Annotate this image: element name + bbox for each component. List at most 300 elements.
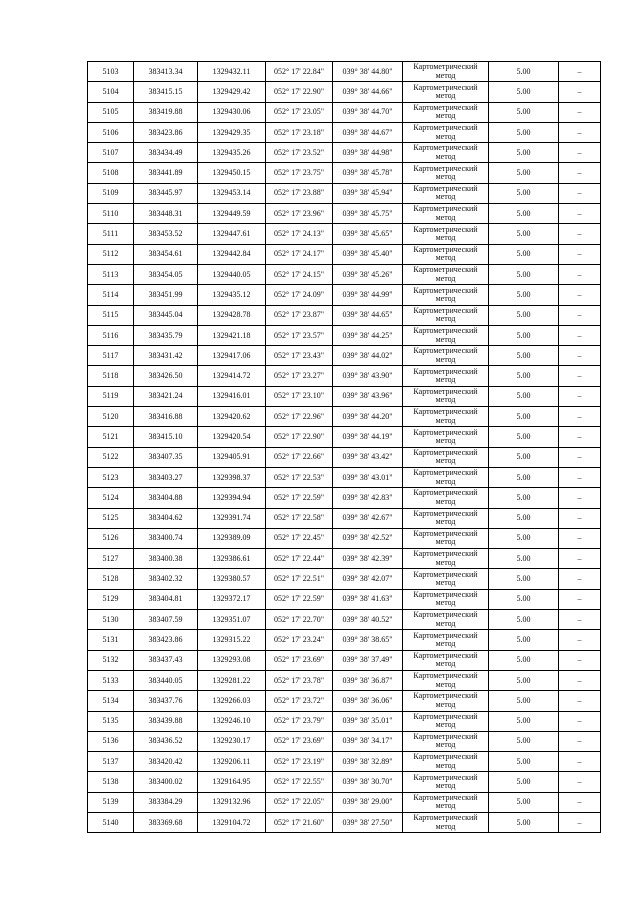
- point-number-cell: 5138: [88, 772, 134, 792]
- y-coordinate-cell: 1329429.35: [198, 122, 266, 142]
- y-coordinate-cell: 1329453.14: [198, 183, 266, 203]
- method-cell: Картометрический метод: [403, 82, 489, 102]
- accuracy-cell: 5.00: [489, 143, 559, 163]
- note-cell: –: [559, 366, 601, 386]
- y-coordinate-cell: 1329389.09: [198, 528, 266, 548]
- x-coordinate-cell: 383402.32: [134, 569, 198, 589]
- longitude-cell: 039° 38' 30.70": [333, 772, 403, 792]
- accuracy-cell: 5.00: [489, 772, 559, 792]
- longitude-cell: 039° 38' 41.63": [333, 589, 403, 609]
- y-coordinate-cell: 1329293.08: [198, 650, 266, 670]
- y-coordinate-cell: 1329104.72: [198, 812, 266, 832]
- x-coordinate-cell: 383437.43: [134, 650, 198, 670]
- accuracy-cell: 5.00: [489, 549, 559, 569]
- y-coordinate-cell: 1329394.94: [198, 488, 266, 508]
- accuracy-cell: 5.00: [489, 386, 559, 406]
- method-cell: Картометрический метод: [403, 346, 489, 366]
- y-coordinate-cell: 1329386.61: [198, 549, 266, 569]
- y-coordinate-cell: 1329206.11: [198, 752, 266, 772]
- latitude-cell: 052° 17' 22.66": [266, 447, 333, 467]
- y-coordinate-cell: 1329428.78: [198, 305, 266, 325]
- x-coordinate-cell: 383434.49: [134, 143, 198, 163]
- x-coordinate-cell: 383404.88: [134, 488, 198, 508]
- method-cell: Картометрический метод: [403, 731, 489, 751]
- latitude-cell: 052° 17' 23.27": [266, 366, 333, 386]
- y-coordinate-cell: 1329420.54: [198, 427, 266, 447]
- method-cell: Картометрический метод: [403, 143, 489, 163]
- longitude-cell: 039° 38' 35.01": [333, 711, 403, 731]
- note-cell: –: [559, 549, 601, 569]
- latitude-cell: 052° 17' 22.59": [266, 589, 333, 609]
- accuracy-cell: 5.00: [489, 82, 559, 102]
- longitude-cell: 039° 38' 44.80": [333, 62, 403, 82]
- x-coordinate-cell: 383403.27: [134, 467, 198, 487]
- method-cell: Картометрический метод: [403, 589, 489, 609]
- method-cell: Картометрический метод: [403, 569, 489, 589]
- accuracy-cell: 5.00: [489, 224, 559, 244]
- longitude-cell: 039° 38' 36.06": [333, 691, 403, 711]
- table-row: [88, 325, 601, 345]
- longitude-cell: 039° 38' 44.19": [333, 427, 403, 447]
- accuracy-cell: 5.00: [489, 731, 559, 751]
- latitude-cell: 052° 17' 23.96": [266, 204, 333, 224]
- note-cell: –: [559, 467, 601, 487]
- longitude-cell: 039° 38' 42.07": [333, 569, 403, 589]
- longitude-cell: 039° 38' 36.87": [333, 670, 403, 690]
- x-coordinate-cell: 383413.34: [134, 62, 198, 82]
- y-coordinate-cell: 1329450.15: [198, 163, 266, 183]
- y-coordinate-cell: 1329380.57: [198, 569, 266, 589]
- latitude-cell: 052° 17' 23.10": [266, 386, 333, 406]
- x-coordinate-cell: 383426.50: [134, 366, 198, 386]
- point-number-cell: 5103: [88, 62, 134, 82]
- y-coordinate-cell: 1329417.06: [198, 346, 266, 366]
- latitude-cell: 052° 17' 22.70": [266, 610, 333, 630]
- note-cell: –: [559, 752, 601, 772]
- note-cell: –: [559, 589, 601, 609]
- y-coordinate-cell: 1329246.10: [198, 711, 266, 731]
- accuracy-cell: 5.00: [489, 285, 559, 305]
- x-coordinate-cell: 383423.86: [134, 630, 198, 650]
- latitude-cell: 052° 17' 22.90": [266, 82, 333, 102]
- note-cell: –: [559, 528, 601, 548]
- longitude-cell: 039° 38' 44.66": [333, 82, 403, 102]
- longitude-cell: 039° 38' 43.42": [333, 447, 403, 467]
- table-row: [88, 650, 601, 670]
- latitude-cell: 052° 17' 22.55": [266, 772, 333, 792]
- latitude-cell: 052° 17' 24.17": [266, 244, 333, 264]
- longitude-cell: 039° 38' 44.65": [333, 305, 403, 325]
- y-coordinate-cell: 1329432.11: [198, 62, 266, 82]
- accuracy-cell: 5.00: [489, 264, 559, 284]
- table-row: [88, 610, 601, 630]
- longitude-cell: 039° 38' 40.52": [333, 610, 403, 630]
- point-number-cell: 5120: [88, 407, 134, 427]
- x-coordinate-cell: 383416.88: [134, 407, 198, 427]
- note-cell: –: [559, 610, 601, 630]
- x-coordinate-cell: 383369.68: [134, 812, 198, 832]
- x-coordinate-cell: 383415.10: [134, 427, 198, 447]
- note-cell: –: [559, 346, 601, 366]
- table-row: [88, 163, 601, 183]
- point-number-cell: 5112: [88, 244, 134, 264]
- latitude-cell: 052° 17' 23.52": [266, 143, 333, 163]
- method-cell: Картометрический метод: [403, 447, 489, 467]
- point-number-cell: 5121: [88, 427, 134, 447]
- longitude-cell: 039° 38' 44.67": [333, 122, 403, 142]
- table-row: [88, 407, 601, 427]
- note-cell: –: [559, 82, 601, 102]
- accuracy-cell: 5.00: [489, 183, 559, 203]
- note-cell: –: [559, 569, 601, 589]
- point-number-cell: 5124: [88, 488, 134, 508]
- y-coordinate-cell: 1329132.96: [198, 792, 266, 812]
- method-cell: Картометрический метод: [403, 630, 489, 650]
- accuracy-cell: 5.00: [489, 650, 559, 670]
- latitude-cell: 052° 17' 22.90": [266, 427, 333, 447]
- point-number-cell: 5139: [88, 792, 134, 812]
- table-row: [88, 224, 601, 244]
- x-coordinate-cell: 383454.61: [134, 244, 198, 264]
- point-number-cell: 5126: [88, 528, 134, 548]
- latitude-cell: 052° 17' 23.78": [266, 670, 333, 690]
- longitude-cell: 039° 38' 44.98": [333, 143, 403, 163]
- note-cell: –: [559, 204, 601, 224]
- point-number-cell: 5117: [88, 346, 134, 366]
- table-body: [88, 62, 601, 833]
- x-coordinate-cell: 383431.42: [134, 346, 198, 366]
- accuracy-cell: 5.00: [489, 244, 559, 264]
- accuracy-cell: 5.00: [489, 589, 559, 609]
- method-cell: Картометрический метод: [403, 691, 489, 711]
- accuracy-cell: 5.00: [489, 62, 559, 82]
- table-row: [88, 447, 601, 467]
- y-coordinate-cell: 1329430.06: [198, 102, 266, 122]
- method-cell: Картометрический метод: [403, 224, 489, 244]
- table-row: [88, 549, 601, 569]
- method-cell: Картометрический метод: [403, 102, 489, 122]
- table-row: [88, 62, 601, 82]
- accuracy-cell: 5.00: [489, 122, 559, 142]
- table-row: [88, 488, 601, 508]
- point-number-cell: 5129: [88, 589, 134, 609]
- x-coordinate-cell: 383421.24: [134, 386, 198, 406]
- x-coordinate-cell: 383407.59: [134, 610, 198, 630]
- latitude-cell: 052° 17' 23.69": [266, 731, 333, 751]
- accuracy-cell: 5.00: [489, 508, 559, 528]
- point-number-cell: 5125: [88, 508, 134, 528]
- latitude-cell: 052° 17' 23.43": [266, 346, 333, 366]
- x-coordinate-cell: 383445.04: [134, 305, 198, 325]
- table-row: [88, 731, 601, 751]
- method-cell: Картометрический метод: [403, 670, 489, 690]
- table-row: [88, 752, 601, 772]
- longitude-cell: 039° 38' 42.39": [333, 549, 403, 569]
- table-row: [88, 346, 601, 366]
- x-coordinate-cell: 383423.86: [134, 122, 198, 142]
- table-row: [88, 285, 601, 305]
- longitude-cell: 039° 38' 44.02": [333, 346, 403, 366]
- point-number-cell: 5135: [88, 711, 134, 731]
- latitude-cell: 052° 17' 23.87": [266, 305, 333, 325]
- coordinates-table: [87, 61, 601, 833]
- latitude-cell: 052° 17' 23.75": [266, 163, 333, 183]
- note-cell: –: [559, 670, 601, 690]
- note-cell: –: [559, 183, 601, 203]
- method-cell: Картометрический метод: [403, 407, 489, 427]
- accuracy-cell: 5.00: [489, 792, 559, 812]
- table-row: [88, 82, 601, 102]
- x-coordinate-cell: 383448.31: [134, 204, 198, 224]
- x-coordinate-cell: 383407.35: [134, 447, 198, 467]
- accuracy-cell: 5.00: [489, 691, 559, 711]
- y-coordinate-cell: 1329405.91: [198, 447, 266, 467]
- accuracy-cell: 5.00: [489, 528, 559, 548]
- accuracy-cell: 5.00: [489, 204, 559, 224]
- point-number-cell: 5109: [88, 183, 134, 203]
- latitude-cell: 052° 17' 23.88": [266, 183, 333, 203]
- x-coordinate-cell: 383435.79: [134, 325, 198, 345]
- x-coordinate-cell: 383440.05: [134, 670, 198, 690]
- longitude-cell: 039° 38' 43.96": [333, 386, 403, 406]
- longitude-cell: 039° 38' 32.89": [333, 752, 403, 772]
- method-cell: Картометрический метод: [403, 508, 489, 528]
- latitude-cell: 052° 17' 22.05": [266, 792, 333, 812]
- x-coordinate-cell: 383404.62: [134, 508, 198, 528]
- x-coordinate-cell: 383453.52: [134, 224, 198, 244]
- point-number-cell: 5132: [88, 650, 134, 670]
- y-coordinate-cell: 1329398.37: [198, 467, 266, 487]
- method-cell: Картометрический метод: [403, 62, 489, 82]
- latitude-cell: 052° 17' 22.51": [266, 569, 333, 589]
- method-cell: Картометрический метод: [403, 610, 489, 630]
- note-cell: –: [559, 122, 601, 142]
- accuracy-cell: 5.00: [489, 630, 559, 650]
- y-coordinate-cell: 1329429.42: [198, 82, 266, 102]
- point-number-cell: 5118: [88, 366, 134, 386]
- longitude-cell: 039° 38' 45.26": [333, 264, 403, 284]
- method-cell: Картометрический метод: [403, 650, 489, 670]
- table-row: [88, 264, 601, 284]
- table-row: [88, 427, 601, 447]
- point-number-cell: 5119: [88, 386, 134, 406]
- y-coordinate-cell: 1329435.26: [198, 143, 266, 163]
- note-cell: –: [559, 508, 601, 528]
- method-cell: Картометрический метод: [403, 285, 489, 305]
- note-cell: –: [559, 427, 601, 447]
- longitude-cell: 039° 38' 45.78": [333, 163, 403, 183]
- x-coordinate-cell: 383400.02: [134, 772, 198, 792]
- table-row: [88, 244, 601, 264]
- table-row: [88, 528, 601, 548]
- point-number-cell: 5115: [88, 305, 134, 325]
- x-coordinate-cell: 383419.88: [134, 102, 198, 122]
- accuracy-cell: 5.00: [489, 102, 559, 122]
- accuracy-cell: 5.00: [489, 670, 559, 690]
- latitude-cell: 052° 17' 23.24": [266, 630, 333, 650]
- point-number-cell: 5137: [88, 752, 134, 772]
- note-cell: –: [559, 143, 601, 163]
- point-number-cell: 5116: [88, 325, 134, 345]
- method-cell: Картометрический метод: [403, 386, 489, 406]
- table-row: [88, 589, 601, 609]
- latitude-cell: 052° 17' 21.60": [266, 812, 333, 832]
- point-number-cell: 5114: [88, 285, 134, 305]
- x-coordinate-cell: 383404.81: [134, 589, 198, 609]
- point-number-cell: 5127: [88, 549, 134, 569]
- longitude-cell: 039° 38' 44.25": [333, 325, 403, 345]
- latitude-cell: 052° 17' 22.59": [266, 488, 333, 508]
- longitude-cell: 039° 38' 42.52": [333, 528, 403, 548]
- x-coordinate-cell: 383454.05: [134, 264, 198, 284]
- latitude-cell: 052° 17' 23.19": [266, 752, 333, 772]
- accuracy-cell: 5.00: [489, 752, 559, 772]
- accuracy-cell: 5.00: [489, 305, 559, 325]
- method-cell: Картометрический метод: [403, 467, 489, 487]
- accuracy-cell: 5.00: [489, 407, 559, 427]
- latitude-cell: 052° 17' 23.05": [266, 102, 333, 122]
- accuracy-cell: 5.00: [489, 163, 559, 183]
- note-cell: –: [559, 102, 601, 122]
- latitude-cell: 052° 17' 23.57": [266, 325, 333, 345]
- table-row: [88, 467, 601, 487]
- point-number-cell: 5106: [88, 122, 134, 142]
- method-cell: Картометрический метод: [403, 183, 489, 203]
- table-row: [88, 183, 601, 203]
- point-number-cell: 5111: [88, 224, 134, 244]
- y-coordinate-cell: 1329449.59: [198, 204, 266, 224]
- y-coordinate-cell: 1329315.22: [198, 630, 266, 650]
- method-cell: Картометрический метод: [403, 305, 489, 325]
- accuracy-cell: 5.00: [489, 488, 559, 508]
- y-coordinate-cell: 1329414.72: [198, 366, 266, 386]
- note-cell: –: [559, 630, 601, 650]
- latitude-cell: 052° 17' 23.72": [266, 691, 333, 711]
- point-number-cell: 5108: [88, 163, 134, 183]
- table-row: [88, 143, 601, 163]
- note-cell: –: [559, 772, 601, 792]
- point-number-cell: 5130: [88, 610, 134, 630]
- note-cell: –: [559, 244, 601, 264]
- method-cell: Картометрический метод: [403, 792, 489, 812]
- method-cell: Картометрический метод: [403, 528, 489, 548]
- note-cell: –: [559, 407, 601, 427]
- note-cell: –: [559, 305, 601, 325]
- y-coordinate-cell: 1329391.74: [198, 508, 266, 528]
- longitude-cell: 039° 38' 42.67": [333, 508, 403, 528]
- accuracy-cell: 5.00: [489, 427, 559, 447]
- method-cell: Картометрический метод: [403, 549, 489, 569]
- latitude-cell: 052° 17' 23.18": [266, 122, 333, 142]
- y-coordinate-cell: 1329435.12: [198, 285, 266, 305]
- latitude-cell: 052° 17' 22.96": [266, 407, 333, 427]
- x-coordinate-cell: 383437.76: [134, 691, 198, 711]
- note-cell: –: [559, 285, 601, 305]
- table-row: [88, 366, 601, 386]
- point-number-cell: 5104: [88, 82, 134, 102]
- y-coordinate-cell: 1329164.95: [198, 772, 266, 792]
- latitude-cell: 052° 17' 22.58": [266, 508, 333, 528]
- longitude-cell: 039° 38' 45.40": [333, 244, 403, 264]
- table-row: [88, 670, 601, 690]
- table-row: [88, 630, 601, 650]
- note-cell: –: [559, 650, 601, 670]
- point-number-cell: 5105: [88, 102, 134, 122]
- point-number-cell: 5123: [88, 467, 134, 487]
- latitude-cell: 052° 17' 24.09": [266, 285, 333, 305]
- longitude-cell: 039° 38' 43.90": [333, 366, 403, 386]
- latitude-cell: 052° 17' 24.15": [266, 264, 333, 284]
- note-cell: –: [559, 731, 601, 751]
- method-cell: Картометрический метод: [403, 366, 489, 386]
- point-number-cell: 5122: [88, 447, 134, 467]
- table-row: [88, 102, 601, 122]
- note-cell: –: [559, 62, 601, 82]
- point-number-cell: 5107: [88, 143, 134, 163]
- point-number-cell: 5110: [88, 204, 134, 224]
- accuracy-cell: 5.00: [489, 346, 559, 366]
- y-coordinate-cell: 1329421.18: [198, 325, 266, 345]
- document-page: [87, 61, 601, 833]
- table-row: [88, 122, 601, 142]
- note-cell: –: [559, 224, 601, 244]
- point-number-cell: 5128: [88, 569, 134, 589]
- point-number-cell: 5134: [88, 691, 134, 711]
- y-coordinate-cell: 1329266.03: [198, 691, 266, 711]
- longitude-cell: 039° 38' 45.75": [333, 204, 403, 224]
- latitude-cell: 052° 17' 22.84": [266, 62, 333, 82]
- latitude-cell: 052° 17' 22.44": [266, 549, 333, 569]
- longitude-cell: 039° 38' 38.65": [333, 630, 403, 650]
- longitude-cell: 039° 38' 27.50": [333, 812, 403, 832]
- y-coordinate-cell: 1329442.84: [198, 244, 266, 264]
- accuracy-cell: 5.00: [489, 467, 559, 487]
- accuracy-cell: 5.00: [489, 711, 559, 731]
- longitude-cell: 039° 38' 45.94": [333, 183, 403, 203]
- table-row: [88, 508, 601, 528]
- note-cell: –: [559, 163, 601, 183]
- note-cell: –: [559, 264, 601, 284]
- y-coordinate-cell: 1329440.05: [198, 264, 266, 284]
- x-coordinate-cell: 383441.89: [134, 163, 198, 183]
- point-number-cell: 5113: [88, 264, 134, 284]
- note-cell: –: [559, 488, 601, 508]
- method-cell: Картометрический метод: [403, 812, 489, 832]
- x-coordinate-cell: 383439.88: [134, 711, 198, 731]
- table-row: [88, 386, 601, 406]
- table-row: [88, 772, 601, 792]
- table-row: [88, 691, 601, 711]
- y-coordinate-cell: 1329351.07: [198, 610, 266, 630]
- longitude-cell: 039° 38' 42.83": [333, 488, 403, 508]
- method-cell: Картометрический метод: [403, 325, 489, 345]
- y-coordinate-cell: 1329447.61: [198, 224, 266, 244]
- x-coordinate-cell: 383451.99: [134, 285, 198, 305]
- x-coordinate-cell: 383445.97: [134, 183, 198, 203]
- note-cell: –: [559, 711, 601, 731]
- accuracy-cell: 5.00: [489, 569, 559, 589]
- method-cell: Картометрический метод: [403, 427, 489, 447]
- note-cell: –: [559, 325, 601, 345]
- table-row: [88, 305, 601, 325]
- x-coordinate-cell: 383400.38: [134, 549, 198, 569]
- y-coordinate-cell: 1329416.01: [198, 386, 266, 406]
- longitude-cell: 039° 38' 44.20": [333, 407, 403, 427]
- y-coordinate-cell: 1329281.22: [198, 670, 266, 690]
- latitude-cell: 052° 17' 23.79": [266, 711, 333, 731]
- accuracy-cell: 5.00: [489, 325, 559, 345]
- longitude-cell: 039° 38' 34.17": [333, 731, 403, 751]
